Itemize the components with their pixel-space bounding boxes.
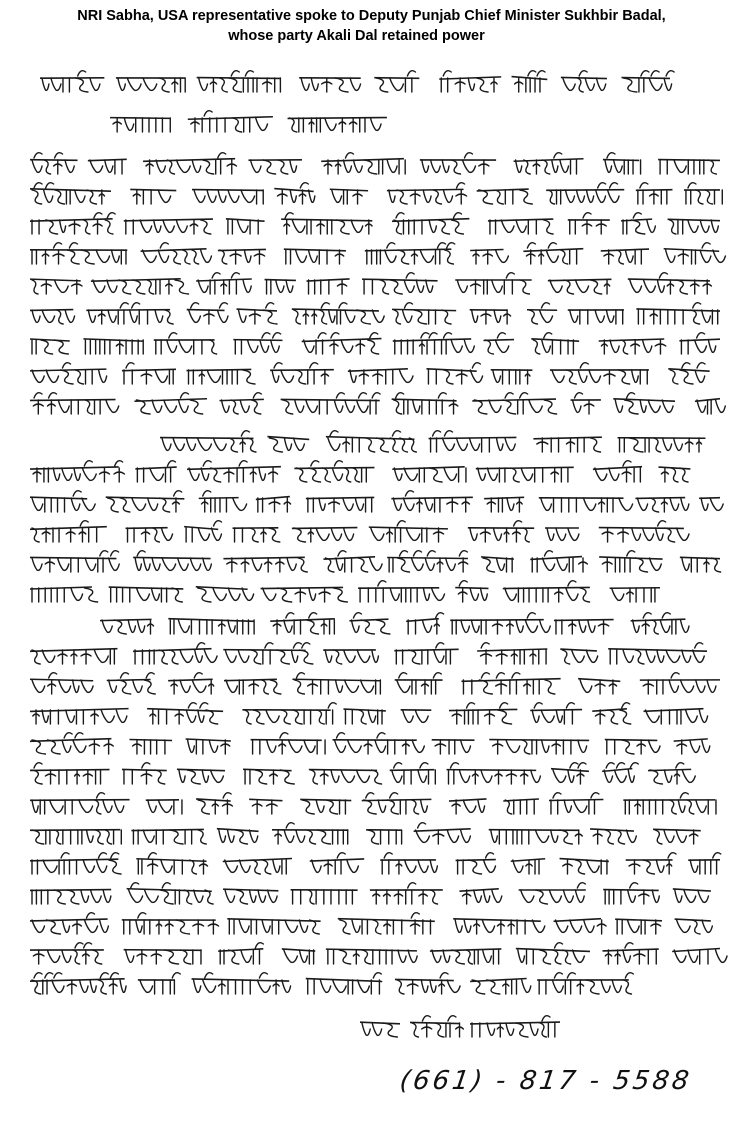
handwritten-word [227,919,320,934]
handwritten-word [291,890,358,904]
handwritten-word [218,249,266,264]
handwritten-word [30,279,82,294]
handwritten-word [668,363,709,384]
handwritten-word [223,859,292,874]
handwritten-word [456,853,496,874]
handwritten-word [618,438,706,452]
handwritten-word [199,491,247,512]
handwritten-word [243,769,294,784]
handwritten-word [267,437,309,452]
handwritten-word [568,213,610,234]
handwritten-word [592,703,630,724]
handwritten-word [393,333,475,354]
handwritten-word [472,393,556,414]
handwritten-word [503,799,539,814]
handwritten-word [392,213,469,234]
handwritten-word [30,763,110,784]
handwritten-word [401,710,432,723]
handwritten-word [30,709,129,724]
handwritten-word [387,183,467,204]
handwritten-word [533,437,601,452]
handwritten-word [106,491,185,512]
handwritten-word [406,613,443,634]
handwritten-word [519,883,586,904]
handwritten-word [302,333,382,354]
handwritten-word [628,273,712,294]
handwriting-image [20,62,730,1122]
handwritten-word [186,369,254,384]
handwritten-word [292,528,358,542]
handwritten-word [602,943,658,964]
handwritten-word [446,763,540,784]
handwritten-word [30,363,107,384]
handwritten-word [523,243,583,264]
handwritten-word [568,310,624,324]
handwritten-word [599,521,689,542]
handwritten-word [224,679,281,694]
handwritten-word [548,279,612,294]
handwritten-word [196,587,254,602]
handwritten-word [489,740,589,754]
handwritten-word [133,551,211,571]
handwritten-word [83,339,143,354]
handwritten-word [30,551,119,572]
handwritten-word [512,71,548,92]
handwritten-word [147,703,223,724]
handwritten-word [590,829,636,844]
handwritten-word [640,673,720,694]
handwritten-word [560,649,597,664]
handwritten-word [648,763,695,784]
handwritten-word [274,183,315,204]
handwritten-word [217,829,259,844]
handwritten-word [129,739,172,754]
handwritten-word [516,943,590,964]
handwritten-word [608,643,707,664]
handwritten-word [306,497,374,512]
handwritten-word [603,883,659,904]
handwritten-word [481,557,514,572]
handwritten-word [551,763,589,784]
handwritten-word [477,643,547,664]
handwritten-word [292,673,380,694]
handwritten-word [476,467,574,482]
handwritten-word [430,949,501,964]
handwritten-word [554,620,614,634]
handwritten-word [330,189,368,204]
handwritten-word [392,467,466,482]
handwritten-word [578,679,620,694]
handwritten-word [30,793,130,814]
handwritten-word [233,528,280,542]
handwritten-word [86,303,173,324]
handwritten-word [323,650,378,664]
handwritten-word [461,673,560,694]
handwritten-word [138,973,180,994]
handwritten-word [135,461,176,482]
handwritten-word [196,793,232,814]
handwritten-word [192,190,263,204]
handwritten-word [392,303,456,324]
handwritten-word [30,587,98,602]
handwritten-word [455,273,531,294]
handwritten-word [621,213,655,234]
handwritten-word [310,853,364,874]
handwritten-word [136,853,207,874]
handwritten-word [455,581,488,602]
handwritten-word [349,613,389,634]
handwritten-word [673,889,711,903]
handwritten-word [219,393,263,414]
handwritten-word [323,551,382,572]
handwritten-word [680,557,721,572]
handwritten-word [30,649,117,664]
handwritten-word [449,703,517,724]
header-line-1: NRI Sabha, USA representative spoke to Deputy Punjab Chief Minister Sukhbir Badal, [77,8,666,24]
handwritten-word [30,153,78,174]
handwritten-word [130,189,176,204]
handwritten-word [613,393,675,414]
handwritten-word [674,739,710,754]
handwritten-word [294,461,374,482]
handwritten-word [527,303,557,324]
handwritten-word [362,793,432,814]
handwritten-word [410,1016,463,1037]
handwritten-word [270,363,334,384]
handwritten-word [636,183,673,204]
handwritten-word [537,973,633,994]
handwritten-letter [20,62,730,1122]
handwritten-word [307,279,350,294]
handwritten-word [154,333,217,354]
handwritten-word [282,949,315,964]
handwritten-word [333,733,425,754]
handwritten-word [395,673,443,694]
handwritten-word [362,273,437,294]
handwritten-word [223,643,313,664]
handwritten-word [141,243,212,264]
handwritten-word [571,393,601,414]
handwritten-word [470,310,511,324]
handwritten-word [699,498,723,511]
handwritten-word [223,889,278,904]
handwritten-word [489,830,583,844]
handwritten-word [299,78,361,92]
handwritten-word [426,363,482,384]
handwritten-word [88,159,127,174]
handwritten-word [449,799,487,814]
handwritten-word [550,363,649,384]
handwritten-word [561,71,607,92]
handwritten-word [30,339,70,354]
handwritten-word [30,310,75,324]
handwritten-word [197,71,281,92]
handwritten-word [40,71,104,92]
handwritten-word [470,979,531,994]
handwritten-word [560,859,609,874]
handwritten-word [91,279,189,294]
page-header [0,6,743,46]
handwritten-word [168,619,254,634]
handwritten-word [679,333,720,354]
handwritten-word [321,153,405,174]
handwritten-word [30,943,104,964]
handwritten-word [545,528,579,540]
handwritten-word [30,853,121,874]
handwritten-word [131,829,206,844]
handwritten-word [284,249,346,264]
handwritten-word [621,71,674,92]
handwritten-word [695,399,725,414]
handwritten-word [387,551,468,572]
handwritten-word [248,160,301,174]
handwritten-word [420,153,496,174]
handwritten-word [610,588,660,602]
handwritten-word [30,830,121,844]
handwritten-word [30,491,95,512]
handwritten-word [599,551,662,572]
phone-number: (661) - 817 - 5588 [397,1066,694,1096]
handwritten-word [365,243,455,264]
handwritten-word [664,243,726,264]
handwritten-word [658,467,690,482]
handwritten-word [30,243,127,264]
handwritten-word [134,393,207,414]
handwritten-word [30,733,113,754]
handwritten-word [626,853,676,874]
handwritten-word [414,823,471,844]
handwritten-word [635,498,688,512]
handwritten-word [503,581,590,602]
handwritten-word [122,363,176,384]
handwritten-word [531,333,579,354]
handwritten-word [370,883,443,904]
handwritten-word [187,303,228,324]
handwritten-word [601,249,649,264]
handwritten-word [450,613,550,634]
handwritten-word [546,183,624,204]
handwritten-word [306,973,383,994]
handwritten-word [143,153,236,174]
handwritten-word [326,949,417,964]
handwritten-word [374,71,419,92]
handwritten-word [390,763,436,784]
handwritten-word [549,793,603,814]
handwritten-word [265,280,296,294]
handwritten-word [30,183,111,204]
handwritten-word [623,793,716,814]
handwritten-word [470,249,508,264]
handwritten-word [530,703,582,724]
handwritten-word [122,913,219,934]
handwritten-word [530,551,587,572]
handwritten-word [30,673,93,694]
handwritten-word [281,213,372,234]
handwritten-word [187,461,281,482]
handwritten-word [468,521,534,542]
handwritten-word [432,740,475,754]
handwritten-word [488,219,553,234]
handwritten-word [30,521,107,542]
handwritten-word [226,219,265,234]
handwritten-word [358,581,444,602]
handwritten-word [491,370,533,384]
handwritten-word [196,273,252,294]
handwritten-word [360,1022,400,1037]
handwritten-word [658,160,720,174]
handwritten-word [348,369,413,384]
handwritten-word [392,393,458,414]
handwritten-word [615,919,662,934]
handwritten-word [107,673,155,694]
handwritten-word [126,528,173,542]
handwritten-word [251,733,325,754]
handwritten-word [644,709,708,724]
handwritten-word [514,153,584,174]
handwritten-word [593,461,642,482]
handwritten-word [109,587,184,602]
handwritten-word [300,799,351,814]
handwritten-word [168,673,214,694]
handwritten-word [366,830,402,844]
handwritten-word [30,213,115,234]
handwritten-word [343,709,385,724]
handwritten-word [100,619,154,634]
handwritten-word [599,339,666,354]
handwritten-word [554,919,607,934]
handwritten-word [124,219,213,234]
header-line-2: whose party Akali Dal retained power [228,28,485,44]
handwritten-word [391,491,472,512]
handwritten-word [127,883,213,904]
handwritten-word [439,71,501,92]
handwritten-word [668,219,720,234]
handwritten-word [292,303,384,324]
handwritten-word [369,521,448,542]
handwritten-word [30,973,126,994]
handwritten-word [672,949,727,964]
handwritten-word [133,643,217,664]
handwritten-word [483,333,514,354]
handwritten-word [605,740,660,754]
handwritten-word [223,557,307,572]
handwritten-word [380,853,437,874]
handwritten-word [470,1016,560,1037]
handwritten-word [184,521,221,542]
handwritten-word [484,497,524,512]
handwritten-word [675,919,713,934]
handwritten-word [688,853,721,874]
handwritten-word [218,943,263,964]
handwritten-word [116,78,185,92]
handwritten-word [288,118,387,132]
handwritten-word [309,770,382,784]
handwritten-word [602,763,638,783]
handwritten-word [459,889,501,904]
handwritten-word [261,587,348,602]
handwritten-word [653,829,701,844]
handwritten-word [631,613,689,634]
handwritten-word [146,800,182,814]
handwritten-word [429,431,517,452]
handwritten-word [177,769,225,784]
handwritten-word [394,643,458,664]
handwritten-word [30,393,119,414]
handwritten-word [233,333,282,354]
handwritten-word [186,739,231,754]
handwritten-word [249,799,282,814]
handwritten-word [511,859,545,874]
handwritten-word [270,613,335,634]
handwritten-word [453,919,545,934]
handwritten-word [122,763,167,784]
handwritten-word [684,183,722,204]
handwritten-word [603,153,641,174]
handwritten-word [124,950,202,964]
handwritten-word [110,118,171,132]
handwritten-word [188,111,273,132]
handwritten-word [237,303,278,324]
handwritten-word [256,497,291,512]
handwritten-word [281,393,381,414]
handwritten-word [395,973,460,994]
handwritten-word [30,461,124,482]
handwritten-word [477,189,533,204]
handwritten-word [636,303,720,324]
handwritten-word [30,890,111,904]
handwritten-word [242,703,336,724]
handwritten-word [192,973,291,994]
handwritten-word [30,913,108,934]
handwritten-word [539,498,633,512]
handwritten-word [272,823,348,844]
handwritten-word [326,431,416,452]
handwritten-word [338,913,435,934]
handwritten-word [160,431,256,452]
